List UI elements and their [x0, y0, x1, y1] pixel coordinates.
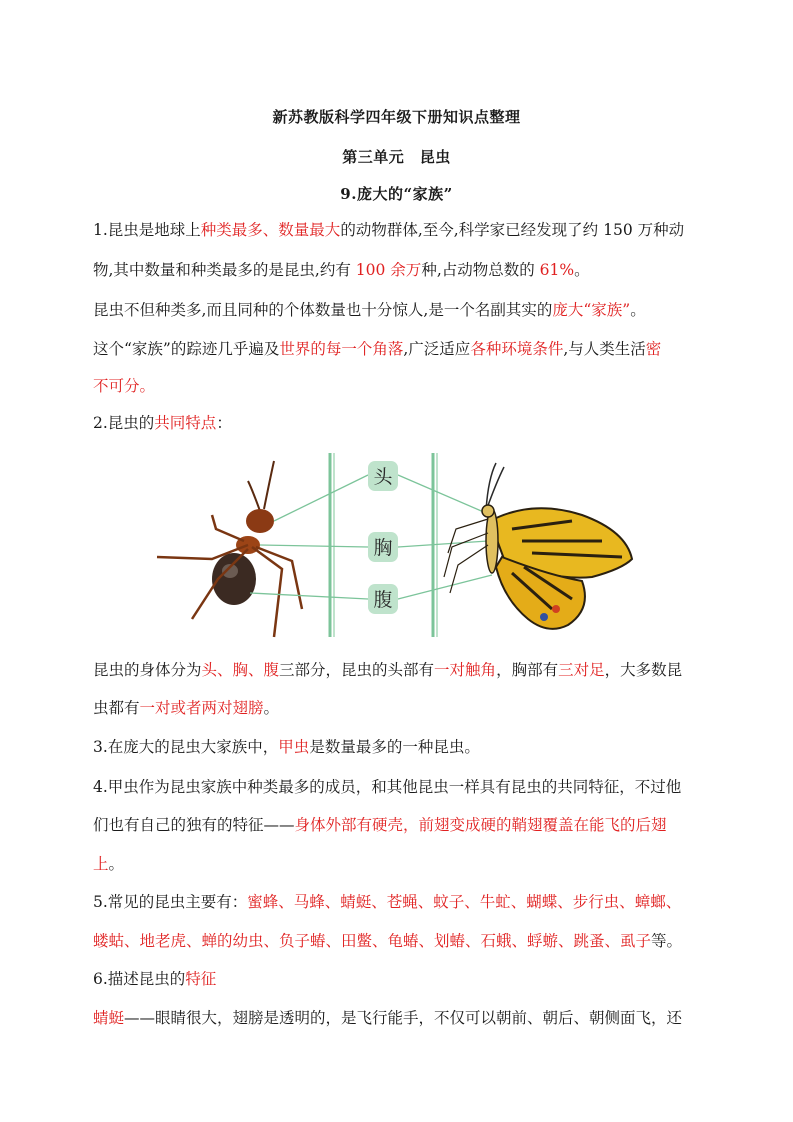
highlighted-text: 100 余万 [355, 261, 422, 279]
body-text: ，大多数昆 [604, 661, 683, 679]
paragraph-line [93, 969, 703, 989]
label-abdomen-text: 腹 [373, 589, 393, 611]
body-text: ,与人类生活 [563, 340, 646, 358]
body-text: 1.昆虫是地球上 [93, 221, 201, 239]
paragraph-line [93, 339, 703, 359]
unit-title: 第三单元 昆虫 [342, 148, 451, 166]
body-text: 物,其中数量和种类最多的是昆虫,约有 [93, 261, 356, 279]
lesson-title: 9.庞大的“家族” [340, 185, 453, 203]
highlighted-text: 密 [645, 340, 662, 358]
document-title: 新苏教版科学四年级下册知识点整理 [272, 108, 521, 126]
body-text: 虫都有 [93, 699, 140, 717]
paragraph-line [93, 737, 703, 757]
butterfly-abdomen-leader [398, 575, 492, 599]
highlighted-text: 61% [539, 261, 575, 279]
body-text: 4.甲虫作为昆虫家族中种类最多的成员，和其他昆虫一样具有昆虫的共同特征，不过他 [93, 778, 682, 796]
body-text: 。 [263, 699, 280, 717]
highlighted-text: 特征 [185, 970, 217, 988]
body-text: 5.常见的昆虫主要有： [93, 893, 248, 911]
paragraph-line [93, 815, 703, 835]
label-head [368, 461, 398, 491]
body-text: 这个“家族”的踪迹几乎遍及 [93, 340, 280, 358]
butterfly-head-leader [398, 475, 486, 513]
label-thorax [368, 532, 398, 562]
butterfly-thorax-leader [398, 541, 488, 547]
ant-thorax-leader [260, 545, 368, 547]
highlighted-text: 各种环境条件 [470, 340, 564, 358]
label-abdomen [368, 584, 398, 614]
highlighted-text: 蝼蛄、地老虎、蝉的幼虫、负子蝽、田鳖、龟蝽、划蝽、石蛾、蜉蝣、跳蚤、虱子 [93, 932, 652, 950]
highlighted-text: 身体外部有硬壳，前翅变成硬的鞘翅覆盖在能飞的后翅 [294, 816, 667, 834]
paragraph-line [93, 660, 703, 680]
ant-head-leader [274, 475, 368, 521]
highlighted-text: 一对或者两对翅膀 [139, 699, 264, 717]
body-text: ,广泛适应 [403, 340, 471, 358]
highlighted-text: 蜜蜂、马蜂、蜻蜓、苍蝇、蚊子、牛虻、蝴蝶、步行虫、蟑螂、 [247, 893, 682, 911]
highlighted-text: 共同特点 [154, 414, 217, 432]
highlighted-text: 头、胸、腹 [201, 661, 280, 679]
body-text: 等。 [651, 932, 683, 950]
paragraph-line [93, 931, 703, 951]
paragraph-line [93, 854, 703, 874]
highlighted-text: 一对触角 [434, 661, 497, 679]
paragraph-line [93, 220, 703, 240]
body-text: 的动物群体,至今,科学家已经发现了约 150 万种动 [340, 221, 685, 239]
highlighted-text: 庞大“家族” [552, 301, 631, 319]
body-text: 种,占动物总数的 [421, 261, 540, 279]
label-head-text: 头 [373, 466, 393, 488]
paragraph-line [93, 892, 703, 912]
paragraph-line [93, 698, 703, 718]
highlighted-text: 不可分。 [93, 377, 156, 395]
body-text: 昆虫的身体分为 [93, 661, 202, 679]
body-text: 三部分，昆虫的头部有 [279, 661, 435, 679]
body-text: ，胸部有 [496, 661, 559, 679]
paragraph-line [93, 376, 703, 396]
body-text: 3.在庞大的昆虫大家族中， [93, 738, 279, 756]
body-text: 是数量最多的一种昆虫。 [309, 738, 480, 756]
body-text: 。 [108, 855, 125, 873]
body-text: 。 [630, 301, 646, 319]
label-thorax-text: 胸 [373, 537, 393, 559]
ant-abdomen-leader [250, 593, 368, 599]
ant-illustration [157, 461, 302, 637]
insect-body-parts-figure [152, 449, 642, 641]
paragraph-line [93, 1008, 703, 1028]
highlighted-text: 世界的每一个角落 [279, 340, 404, 358]
highlighted-text: 蜻蜓 [93, 1009, 125, 1027]
body-text: 昆虫不但种类多,而且同种的个体数量也十分惊人,是一个名副其实的 [93, 301, 553, 319]
body-text: 6.描述昆虫的 [93, 970, 186, 988]
highlighted-text: 种类最多、数量最大 [200, 221, 341, 239]
highlighted-text: 上 [93, 855, 109, 873]
paragraph-line [93, 777, 703, 797]
body-text: 们也有自己的独有的特征—— [93, 816, 295, 834]
highlighted-text: 甲虫 [278, 738, 310, 756]
paragraph-line [93, 260, 703, 280]
paragraph-line [93, 300, 703, 320]
body-text: 2.昆虫的 [93, 414, 155, 432]
paragraph-line [93, 413, 703, 433]
body-text: ： [216, 414, 232, 432]
butterfly-illustration [444, 463, 632, 629]
body-text: 。 [574, 261, 590, 279]
highlighted-text: 三对足 [558, 661, 605, 679]
body-text: ——眼睛很大，翅膀是透明的，是飞行能手，不仅可以朝前、朝后、朝侧面飞，还 [124, 1009, 683, 1027]
